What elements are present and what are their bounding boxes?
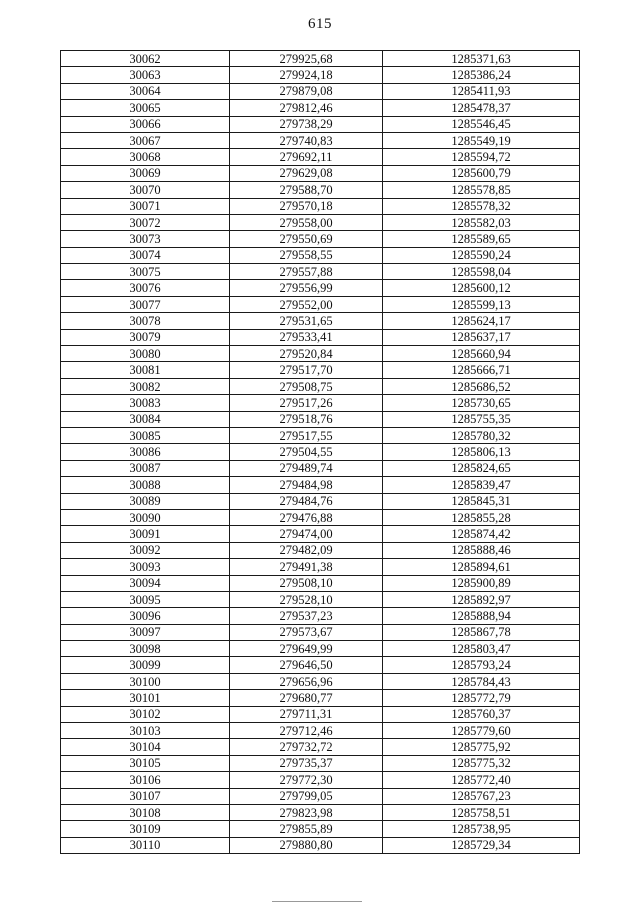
- y-coordinate-cell: 1285793,24: [383, 657, 580, 673]
- y-coordinate-cell: 1285888,94: [383, 608, 580, 624]
- y-coordinate-cell: 1285824,65: [383, 460, 580, 476]
- x-coordinate-cell: 279533,41: [230, 329, 383, 345]
- x-coordinate-cell: 279823,98: [230, 804, 383, 820]
- x-coordinate-cell: 279474,00: [230, 526, 383, 542]
- point-number-cell: 30094: [61, 575, 230, 591]
- point-number-cell: 30101: [61, 690, 230, 706]
- x-coordinate-cell: 279552,00: [230, 296, 383, 312]
- point-number-cell: 30071: [61, 198, 230, 214]
- x-coordinate-cell: 279558,00: [230, 214, 383, 230]
- x-coordinate-cell: 279712,46: [230, 723, 383, 739]
- table-row: [61, 247, 580, 263]
- table-row: [61, 264, 580, 280]
- table-row: [61, 837, 580, 853]
- table-row: [61, 624, 580, 640]
- point-number-cell: 30079: [61, 329, 230, 345]
- bottom-rule: [272, 901, 362, 902]
- x-coordinate-cell: 279558,55: [230, 247, 383, 263]
- point-number-cell: 30095: [61, 591, 230, 607]
- y-coordinate-cell: 1285867,78: [383, 624, 580, 640]
- y-coordinate-cell: 1285839,47: [383, 477, 580, 493]
- point-number-cell: 30093: [61, 559, 230, 575]
- x-coordinate-cell: 279855,89: [230, 821, 383, 837]
- y-coordinate-cell: 1285590,24: [383, 247, 580, 263]
- table-row: [61, 395, 580, 411]
- point-number-cell: 30076: [61, 280, 230, 296]
- point-number-cell: 30067: [61, 132, 230, 148]
- x-coordinate-cell: 279504,55: [230, 444, 383, 460]
- point-number-cell: 30069: [61, 165, 230, 181]
- x-coordinate-cell: 279482,09: [230, 542, 383, 558]
- x-coordinate-cell: 279629,08: [230, 165, 383, 181]
- table-row: [61, 67, 580, 83]
- x-coordinate-cell: 279520,84: [230, 346, 383, 362]
- point-number-cell: 30081: [61, 362, 230, 378]
- x-coordinate-cell: 279531,65: [230, 313, 383, 329]
- point-number-cell: 30104: [61, 739, 230, 755]
- x-coordinate-cell: 279570,18: [230, 198, 383, 214]
- y-coordinate-cell: 1285772,79: [383, 690, 580, 706]
- point-number-cell: 30064: [61, 83, 230, 99]
- point-number-cell: 30090: [61, 509, 230, 525]
- x-coordinate-cell: 279517,70: [230, 362, 383, 378]
- table-row: [61, 821, 580, 837]
- table-row: [61, 182, 580, 198]
- point-number-cell: 30085: [61, 427, 230, 443]
- point-number-cell: 30110: [61, 837, 230, 853]
- table-row: [61, 132, 580, 148]
- y-coordinate-cell: 1285600,12: [383, 280, 580, 296]
- table-row: [61, 477, 580, 493]
- point-number-cell: 30102: [61, 706, 230, 722]
- y-coordinate-cell: 1285598,04: [383, 264, 580, 280]
- table-row: [61, 608, 580, 624]
- x-coordinate-cell: 279508,75: [230, 378, 383, 394]
- y-coordinate-cell: 1285780,32: [383, 427, 580, 443]
- y-coordinate-cell: 1285729,34: [383, 837, 580, 853]
- point-number-cell: 30103: [61, 723, 230, 739]
- x-coordinate-cell: 279925,68: [230, 51, 383, 67]
- point-number-cell: 30105: [61, 755, 230, 771]
- table-row: [61, 559, 580, 575]
- table-row: [61, 444, 580, 460]
- x-coordinate-cell: 279772,30: [230, 772, 383, 788]
- table-row: [61, 641, 580, 657]
- table-row: [61, 460, 580, 476]
- y-coordinate-cell: 1285549,19: [383, 132, 580, 148]
- x-coordinate-cell: 279518,76: [230, 411, 383, 427]
- x-coordinate-cell: 279537,23: [230, 608, 383, 624]
- table-row: [61, 231, 580, 247]
- table-row: [61, 214, 580, 230]
- point-number-cell: 30100: [61, 673, 230, 689]
- table-row: [61, 411, 580, 427]
- y-coordinate-cell: 1285660,94: [383, 346, 580, 362]
- point-number-cell: 30099: [61, 657, 230, 673]
- point-number-cell: 30084: [61, 411, 230, 427]
- y-coordinate-cell: 1285578,85: [383, 182, 580, 198]
- x-coordinate-cell: 279649,99: [230, 641, 383, 657]
- table-row: [61, 198, 580, 214]
- y-coordinate-cell: 1285758,51: [383, 804, 580, 820]
- x-coordinate-cell: 279491,38: [230, 559, 383, 575]
- table-row: [61, 772, 580, 788]
- y-coordinate-cell: 1285784,43: [383, 673, 580, 689]
- table-row: [61, 362, 580, 378]
- y-coordinate-cell: 1285760,37: [383, 706, 580, 722]
- x-coordinate-cell: 279879,08: [230, 83, 383, 99]
- y-coordinate-cell: 1285589,65: [383, 231, 580, 247]
- point-number-cell: 30087: [61, 460, 230, 476]
- y-coordinate-cell: 1285894,61: [383, 559, 580, 575]
- x-coordinate-cell: 279573,67: [230, 624, 383, 640]
- y-coordinate-cell: 1285806,13: [383, 444, 580, 460]
- y-coordinate-cell: 1285582,03: [383, 214, 580, 230]
- point-number-cell: 30091: [61, 526, 230, 542]
- x-coordinate-cell: 279656,96: [230, 673, 383, 689]
- x-coordinate-cell: 279812,46: [230, 100, 383, 116]
- y-coordinate-cell: 1285892,97: [383, 591, 580, 607]
- point-number-cell: 30106: [61, 772, 230, 788]
- table-row: [61, 427, 580, 443]
- x-coordinate-cell: 279680,77: [230, 690, 383, 706]
- table-row: [61, 509, 580, 525]
- table-row: [61, 378, 580, 394]
- table-row: [61, 739, 580, 755]
- x-coordinate-cell: 279799,05: [230, 788, 383, 804]
- table-row: [61, 804, 580, 820]
- x-coordinate-cell: 279517,26: [230, 395, 383, 411]
- table-row: [61, 723, 580, 739]
- x-coordinate-cell: 279489,74: [230, 460, 383, 476]
- y-coordinate-cell: 1285855,28: [383, 509, 580, 525]
- x-coordinate-cell: 279732,72: [230, 739, 383, 755]
- table-row: [61, 51, 580, 67]
- point-number-cell: 30080: [61, 346, 230, 362]
- y-coordinate-cell: 1285874,42: [383, 526, 580, 542]
- y-coordinate-cell: 1285686,52: [383, 378, 580, 394]
- y-coordinate-cell: 1285775,92: [383, 739, 580, 755]
- y-coordinate-cell: 1285772,40: [383, 772, 580, 788]
- point-number-cell: 30074: [61, 247, 230, 263]
- point-number-cell: 30092: [61, 542, 230, 558]
- table-row: [61, 591, 580, 607]
- x-coordinate-cell: 279735,37: [230, 755, 383, 771]
- point-number-cell: 30097: [61, 624, 230, 640]
- table-row: [61, 165, 580, 181]
- y-coordinate-cell: 1285738,95: [383, 821, 580, 837]
- point-number-cell: 30107: [61, 788, 230, 804]
- y-coordinate-cell: 1285779,60: [383, 723, 580, 739]
- table-row: [61, 346, 580, 362]
- table-row: [61, 575, 580, 591]
- x-coordinate-cell: 279738,29: [230, 116, 383, 132]
- x-coordinate-cell: 279528,10: [230, 591, 383, 607]
- y-coordinate-cell: 1285386,24: [383, 67, 580, 83]
- point-number-cell: 30063: [61, 67, 230, 83]
- point-number-cell: 30109: [61, 821, 230, 837]
- coordinates-table-body: [61, 51, 580, 854]
- y-coordinate-cell: 1285599,13: [383, 296, 580, 312]
- y-coordinate-cell: 1285775,32: [383, 755, 580, 771]
- x-coordinate-cell: 279692,11: [230, 149, 383, 165]
- y-coordinate-cell: 1285845,31: [383, 493, 580, 509]
- point-number-cell: 30062: [61, 51, 230, 67]
- x-coordinate-cell: 279550,69: [230, 231, 383, 247]
- point-number-cell: 30073: [61, 231, 230, 247]
- table-row: [61, 296, 580, 312]
- x-coordinate-cell: 279517,55: [230, 427, 383, 443]
- point-number-cell: 30088: [61, 477, 230, 493]
- table-row: [61, 100, 580, 116]
- y-coordinate-cell: 1285900,89: [383, 575, 580, 591]
- x-coordinate-cell: 279588,70: [230, 182, 383, 198]
- page-number: 615: [308, 16, 332, 32]
- table-row: [61, 280, 580, 296]
- point-number-cell: 30070: [61, 182, 230, 198]
- x-coordinate-cell: 279476,88: [230, 509, 383, 525]
- y-coordinate-cell: 1285600,79: [383, 165, 580, 181]
- x-coordinate-cell: 279880,80: [230, 837, 383, 853]
- point-number-cell: 30068: [61, 149, 230, 165]
- y-coordinate-cell: 1285730,65: [383, 395, 580, 411]
- table-row: [61, 542, 580, 558]
- point-number-cell: 30077: [61, 296, 230, 312]
- y-coordinate-cell: 1285637,17: [383, 329, 580, 345]
- coordinates-table: [60, 50, 580, 854]
- point-number-cell: 30078: [61, 313, 230, 329]
- point-number-cell: 30089: [61, 493, 230, 509]
- x-coordinate-cell: 279508,10: [230, 575, 383, 591]
- x-coordinate-cell: 279646,50: [230, 657, 383, 673]
- point-number-cell: 30096: [61, 608, 230, 624]
- point-number-cell: 30082: [61, 378, 230, 394]
- point-number-cell: 30098: [61, 641, 230, 657]
- table-row: [61, 526, 580, 542]
- table-row: [61, 755, 580, 771]
- y-coordinate-cell: 1285578,32: [383, 198, 580, 214]
- point-number-cell: 30066: [61, 116, 230, 132]
- y-coordinate-cell: 1285666,71: [383, 362, 580, 378]
- y-coordinate-cell: 1285767,23: [383, 788, 580, 804]
- table-row: [61, 329, 580, 345]
- table-row: [61, 690, 580, 706]
- table-row: [61, 83, 580, 99]
- point-number-cell: 30065: [61, 100, 230, 116]
- table-row: [61, 116, 580, 132]
- table-row: [61, 313, 580, 329]
- table-row: [61, 149, 580, 165]
- y-coordinate-cell: 1285478,37: [383, 100, 580, 116]
- y-coordinate-cell: 1285411,93: [383, 83, 580, 99]
- point-number-cell: 30083: [61, 395, 230, 411]
- y-coordinate-cell: 1285371,63: [383, 51, 580, 67]
- table-row: [61, 788, 580, 804]
- y-coordinate-cell: 1285803,47: [383, 641, 580, 657]
- y-coordinate-cell: 1285594,72: [383, 149, 580, 165]
- y-coordinate-cell: 1285755,35: [383, 411, 580, 427]
- point-number-cell: 30108: [61, 804, 230, 820]
- y-coordinate-cell: 1285624,17: [383, 313, 580, 329]
- x-coordinate-cell: 279711,31: [230, 706, 383, 722]
- x-coordinate-cell: 279484,76: [230, 493, 383, 509]
- point-number-cell: 30072: [61, 214, 230, 230]
- table-row: [61, 657, 580, 673]
- y-coordinate-cell: 1285888,46: [383, 542, 580, 558]
- point-number-cell: 30075: [61, 264, 230, 280]
- x-coordinate-cell: 279740,83: [230, 132, 383, 148]
- point-number-cell: 30086: [61, 444, 230, 460]
- table-row: [61, 493, 580, 509]
- table-row: [61, 706, 580, 722]
- y-coordinate-cell: 1285546,45: [383, 116, 580, 132]
- x-coordinate-cell: 279557,88: [230, 264, 383, 280]
- x-coordinate-cell: 279924,18: [230, 67, 383, 83]
- x-coordinate-cell: 279556,99: [230, 280, 383, 296]
- x-coordinate-cell: 279484,98: [230, 477, 383, 493]
- table-row: [61, 673, 580, 689]
